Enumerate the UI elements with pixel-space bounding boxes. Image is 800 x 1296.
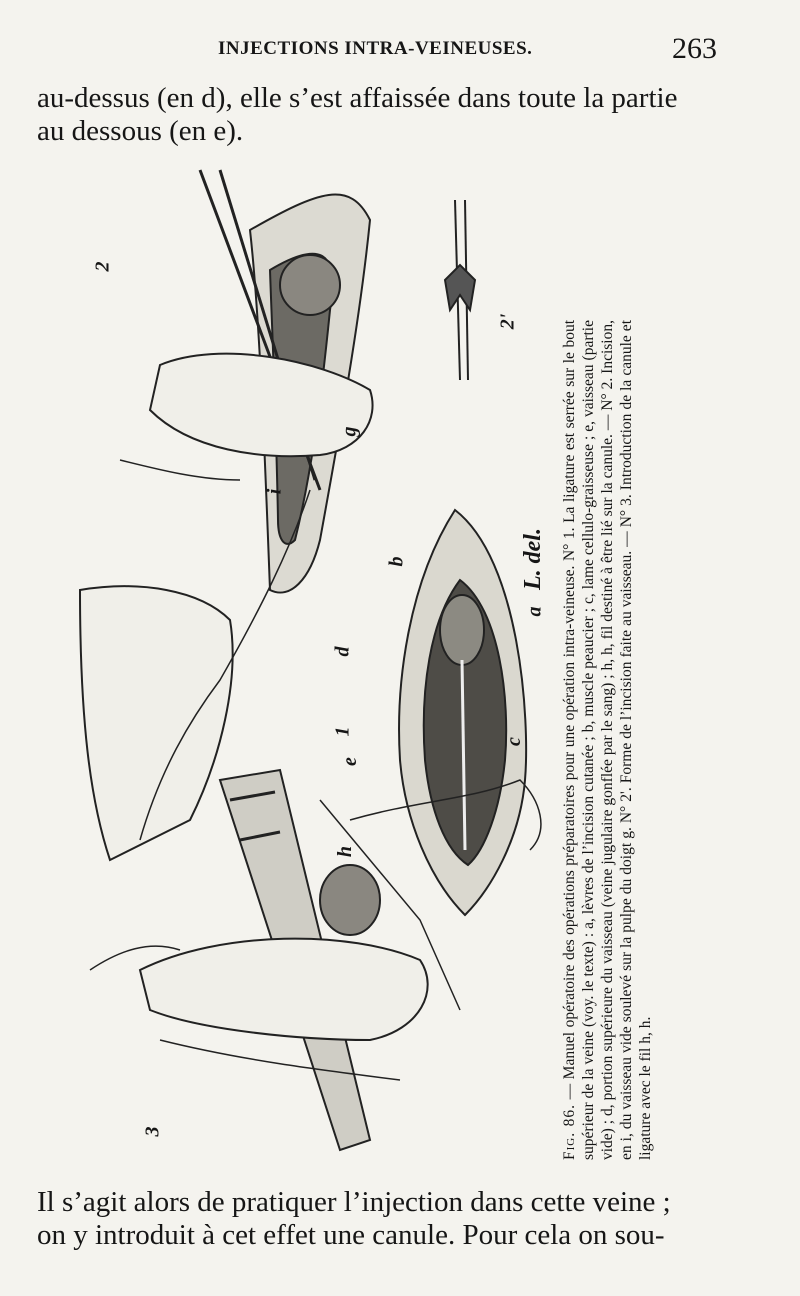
panel-2-drawing <box>80 170 373 860</box>
text-line: on y introduit à cet effet une canule. Pour cela on sou- <box>37 1219 665 1251</box>
page-number: 263 <box>672 32 717 65</box>
panel-label: 3 <box>141 1126 164 1137</box>
part-letter: e <box>338 757 361 766</box>
part-letter: c <box>502 737 525 746</box>
part-letter: a <box>523 606 546 617</box>
panel-1-drawing <box>350 510 541 915</box>
figure-caption-block <box>560 320 680 1160</box>
figure-caption <box>560 320 680 1160</box>
bottom-paragraph <box>37 1186 727 1252</box>
figure-label: Fig. 86. <box>561 1103 578 1160</box>
panel-label: 1 <box>331 726 354 737</box>
text-line: Il s’agit alors de pratiquer l’injection dans cette veine ; <box>37 1186 671 1218</box>
panel-2prime-drawing <box>445 200 475 380</box>
text-line: au-dessus (en d), elle s’est affaissée dans toute la partie <box>37 82 678 114</box>
engraver-signature: L. del. <box>520 528 546 590</box>
part-letter: g <box>338 426 361 437</box>
running-head <box>0 32 800 68</box>
part-letter: d <box>331 646 354 657</box>
panel-label: 2 <box>91 261 114 272</box>
part-letter: i <box>263 488 286 495</box>
signature-block <box>520 470 550 590</box>
text-line: au dessous (en e). <box>37 115 244 147</box>
top-paragraph <box>37 82 727 148</box>
part-letter: b <box>385 556 408 567</box>
part-letter: h <box>334 845 357 858</box>
running-title: INJECTIONS INTRA-VEINEUSES. <box>218 38 533 59</box>
caption-text: — Manuel opératoire des opérations préparatoires pour une opération intra-veineuse. N° 1. La ligature est serrée sur le bout supérieur de la veine (voy. le texte) : a, lèvres de l’incision cutanée ; b, muscle peaucier ; c, lame cellulo-graisseuse ; e, vaisseau (partie vide) ; d, portion supérieure du vaisseau (veine jugulaire gonflée par le sang) ; h, h, fil destiné à être lié sur la canule. — N° 2. Incision, en i, du vaisseau vide soulevé sur la pulpe du doigt g. N° 2'. Forme de l’incision faite au vaisseau. — N° 3. Introduction de la canule et ligature avec le fil h, h. <box>561 319 654 1160</box>
panel-label: 2' <box>496 313 519 330</box>
